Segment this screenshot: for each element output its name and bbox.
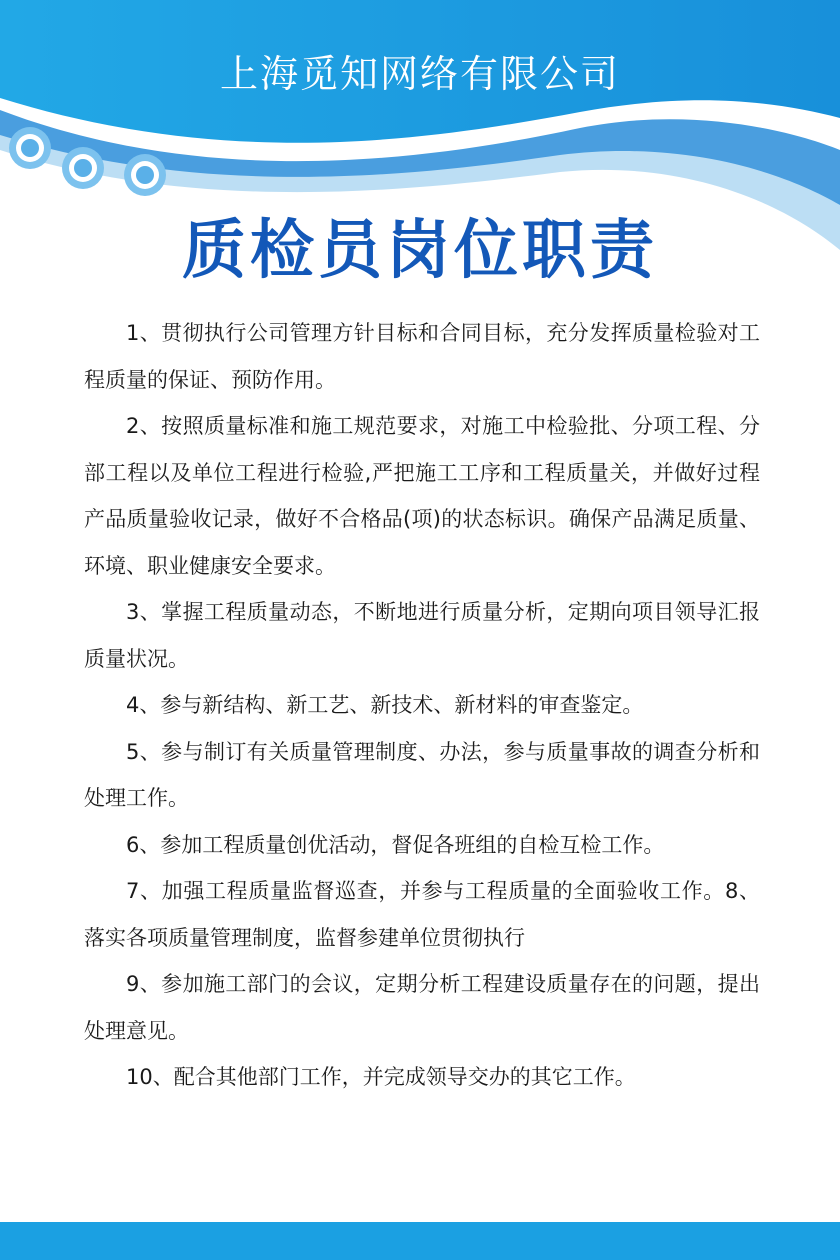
duty-item-3: 3、掌握工程质量动态，不断地进行质量分析，定期向项目领导汇报质量状况。 (84, 600, 760, 671)
duty-item-6: 6、参加工程质量创优活动，督促各班组的自检互检工作。 (126, 832, 665, 857)
duty-item-9: 9、参加施工部门的会议，定期分析工程建设质量存在的问题，提出处理意见。 (84, 972, 760, 1043)
company-name: 上海觅知网络有限公司 (219, 52, 620, 96)
duty-item-5: 5、参与制订有关质量管理制度、办法，参与质量事故的调查分析和处理工作。 (84, 739, 760, 810)
page-title: 质检员岗位职责 (182, 214, 658, 288)
duty-item-2: 2、按照质量标准和施工规范要求，对施工中检验批、分项工程、分部工程以及单位工程进行检验,严把施工工序和工程质量关，并做好过程产品质量验收记录，做好不合格品(项)的状态标识。确保产品满足质量、环境、职业健康安全要求。 (84, 414, 760, 578)
duty-item-1: 1、贯彻执行公司管理方针目标和合同目标，充分发挥质量检验对工程质量的保证、预防作用。 (84, 321, 760, 392)
footer-bar (0, 1222, 840, 1260)
duty-list (84, 310, 760, 1101)
duty-item-4: 4、参与新结构、新工艺、新技术、新材料的审查鉴定。 (126, 693, 644, 717)
duty-item-10: 10、配合其他部门工作，并完成领导交办的其它工作。 (126, 1065, 636, 1089)
duty-item-7-8: 7、加强工程质量监督巡查，并参与工程质量的全面验收工作。8、落实各项质量管理制度，监督参建单位贯彻执行 (84, 879, 760, 950)
